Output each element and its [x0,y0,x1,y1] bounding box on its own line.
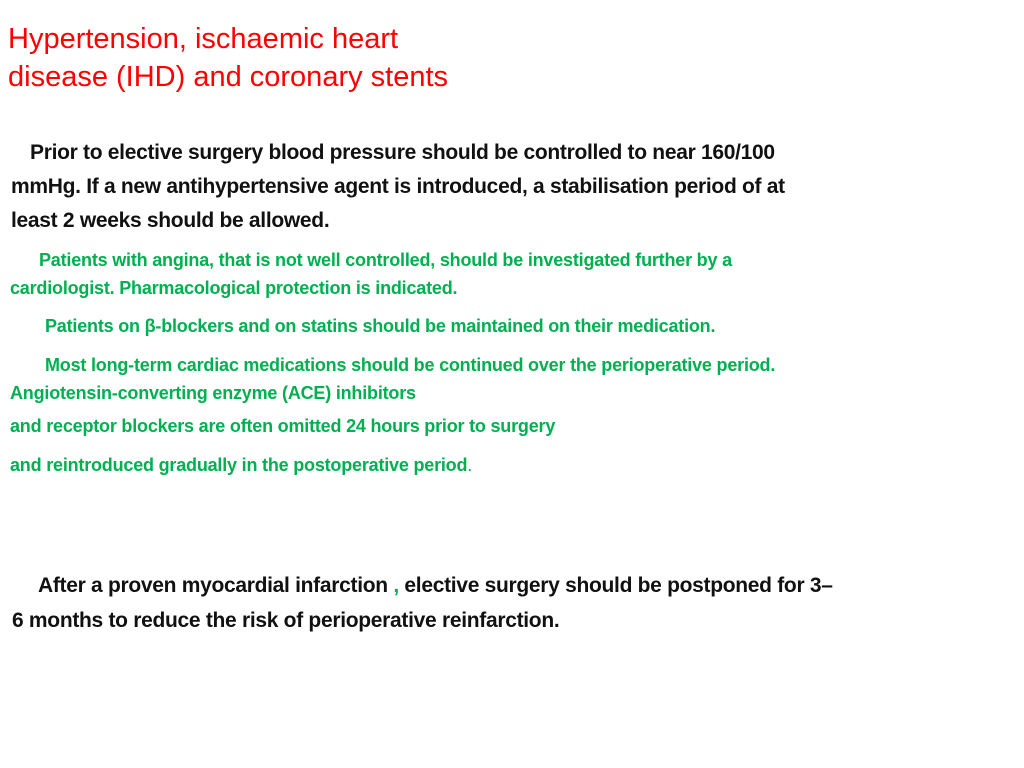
angina-line-1: Patients with angina, that is not well controlled, should be investigated further by a [39,250,732,270]
blood-pressure-line-1: Prior to elective surgery blood pressure should be controlled to near 160/100 [30,141,775,164]
medications-line-3: and receptor blockers are often omitted 24 hours prior to surgery [10,416,556,436]
mi-line-1 [12,568,1022,603]
blood-pressure-paragraph [11,136,1011,238]
blood-pressure-line-2: mmHg. If a new antihypertensive agent is introduced, a stabilisation period of at [11,175,785,198]
medications-line-4-text: and reintroduced gradually in the postoperative period [10,455,468,475]
medications-line-4 [10,446,1010,485]
mi-line-1-part-1: After a proven myocardial infarction [38,574,394,597]
slide-title [8,20,608,96]
blood-pressure-line-3: least 2 weeks should be allowed. [11,209,330,232]
angina-paragraph [10,246,1010,302]
mi-line-1-part-2: elective surgery should be postponed for 3– [398,574,833,597]
cardiac-medications-paragraph [10,351,1010,485]
myocardial-infarction-paragraph [12,568,1022,638]
slide-title-line-2: disease (IHD) and coronary stents [8,61,449,93]
mi-line-2: 6 months to reduce the risk of perioperative reinfarction. [12,609,560,632]
blockers-paragraph [10,312,1010,340]
medications-line-2: Angiotensin-converting enzyme (ACE) inhibitors [10,383,416,403]
medications-line-1: Most long-term cardiac medications should be continued over the perioperative period. [45,355,776,375]
mi-line-1-comma: , [393,574,399,597]
medications-line-4-period: . [467,455,473,475]
angina-line-2: cardiologist. Pharmacological protection is indicated. [10,278,458,298]
blockers-line: Patients on β-blockers and on statins should be maintained on their medication. [45,316,716,336]
slide-title-line-1: Hypertension, ischaemic heart [8,23,399,55]
